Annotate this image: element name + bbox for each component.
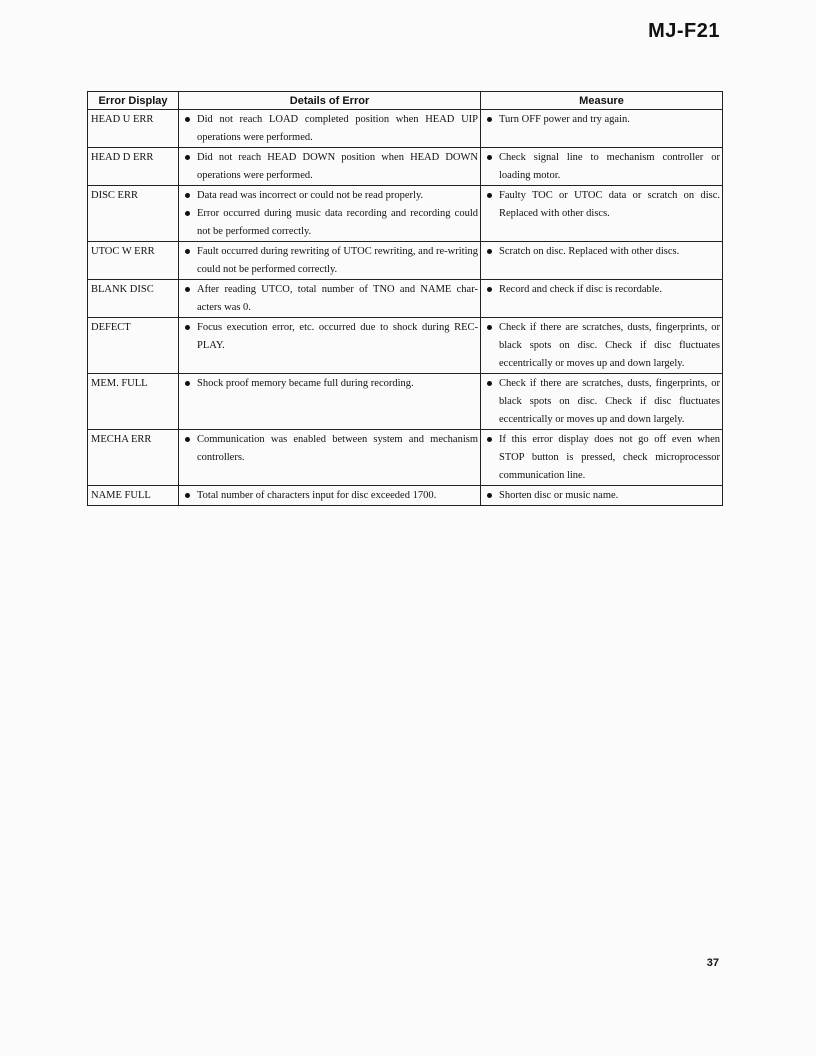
error-measure xyxy=(481,430,723,486)
table-row xyxy=(88,374,723,430)
error-table xyxy=(87,91,723,506)
bullet-item: Communication was enabled between system and mechanism controllers. xyxy=(182,431,478,467)
error-measure xyxy=(481,318,723,374)
bullet-item: Check if there are scratches, dusts, fingerprints, or black spots on disc. Check if disc fluctuates eccentrically or moves up and down largely. xyxy=(484,319,720,373)
error-details xyxy=(179,280,481,318)
error-details xyxy=(179,486,481,506)
error-code: HEAD D ERR xyxy=(88,148,179,186)
page-number: 37 xyxy=(706,957,719,969)
bullet-item: Did not reach HEAD DOWN position when HEAD DOWN operations were performed. xyxy=(182,149,478,185)
error-code: UTOC W ERR xyxy=(88,242,179,280)
error-measure xyxy=(481,280,723,318)
error-code: MEM. FULL xyxy=(88,374,179,430)
error-measure xyxy=(481,242,723,280)
error-measure xyxy=(481,148,723,186)
error-measure xyxy=(481,374,723,430)
table-row xyxy=(88,318,723,374)
error-code: DISC ERR xyxy=(88,186,179,242)
bullet-item: Shorten disc or music name. xyxy=(484,487,720,505)
bullet-item: Turn OFF power and try again. xyxy=(484,111,720,129)
error-code: BLANK DISC xyxy=(88,280,179,318)
bullet-item: Fault occurred during rewriting of UTOC rewriting, and re-writing could not be performed correctly. xyxy=(182,243,478,279)
bullet-item: Data read was incorrect or could not be read properly. xyxy=(182,187,478,205)
bullet-item: Total number of characters input for disc exceeded 1700. xyxy=(182,487,478,505)
error-details xyxy=(179,318,481,374)
table-header-row xyxy=(88,92,723,110)
error-details xyxy=(179,186,481,242)
error-code: NAME FULL xyxy=(88,486,179,506)
error-details xyxy=(179,242,481,280)
error-details xyxy=(179,430,481,486)
error-details xyxy=(179,148,481,186)
bullet-item: Check signal line to mechanism controller or loading motor. xyxy=(484,149,720,185)
error-measure xyxy=(481,486,723,506)
table-row xyxy=(88,430,723,486)
bullet-item: Focus execution error, etc. occurred due to shock during REC-PLAY. xyxy=(182,319,478,355)
table-row xyxy=(88,110,723,148)
bullet-item: Shock proof memory became full during recording. xyxy=(182,375,478,393)
model-title: MJ-F21 xyxy=(648,20,720,42)
table-row xyxy=(88,186,723,242)
column-header-details: Details of Error xyxy=(179,92,481,110)
table-row xyxy=(88,486,723,506)
bullet-item: If this error display does not go off even when STOP button is pressed, check microprocessor communication line. xyxy=(484,431,720,485)
table-row xyxy=(88,280,723,318)
table-row xyxy=(88,148,723,186)
error-code: HEAD U ERR xyxy=(88,110,179,148)
error-code: DEFECT xyxy=(88,318,179,374)
error-code: MECHA ERR xyxy=(88,430,179,486)
bullet-item: Record and check if disc is recordable. xyxy=(484,281,720,299)
bullet-item: Check if there are scratches, dusts, fingerprints, or black spots on disc. Check if disc fluctuates eccentrically or moves up and down largely. xyxy=(484,375,720,429)
column-header-error-display: Error Display xyxy=(88,92,179,110)
bullet-item: After reading UTCO, total number of TNO and NAME char-acters was 0. xyxy=(182,281,478,317)
column-header-measure: Measure xyxy=(481,92,723,110)
error-details xyxy=(179,110,481,148)
bullet-item: Faulty TOC or UTOC data or scratch on disc. Replaced with other discs. xyxy=(484,187,720,223)
bullet-item: Did not reach LOAD completed position when HEAD UIP operations were performed. xyxy=(182,111,478,147)
table-row xyxy=(88,242,723,280)
bullet-item: Error occurred during music data recording and recording could not be performed correctly. xyxy=(182,205,478,241)
error-measure xyxy=(481,186,723,242)
error-measure xyxy=(481,110,723,148)
bullet-item: Scratch on disc. Replaced with other discs. xyxy=(484,243,720,261)
error-details xyxy=(179,374,481,430)
